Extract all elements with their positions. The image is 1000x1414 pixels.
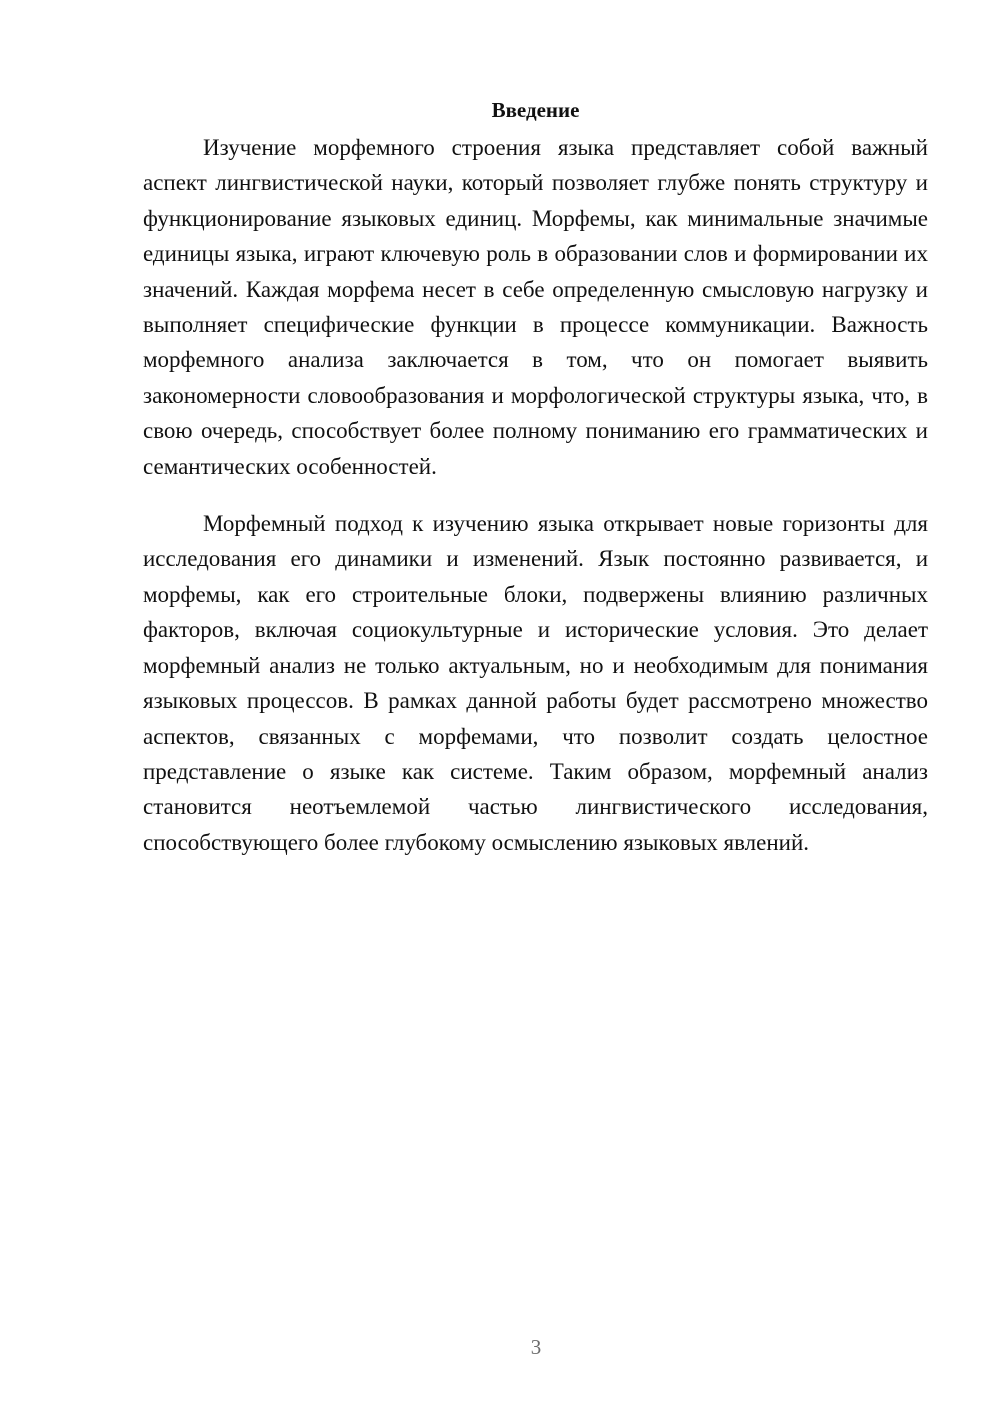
page-content bbox=[143, 94, 928, 860]
page-number: 3 bbox=[530, 1335, 542, 1359]
paragraph-1: Изучение морфемного строения языка представляет собой важный аспект лингвистической науки, который позволяет глубже понять структуру и функционирование языковых единиц. Морфемы, как минимальные значимые единицы языка, играют ключевую роль в образовании слов и формировании их значений. Каждая морфема несет в себе определенную смысловую нагрузку и выполняет специфические функции в процессе коммуникации. Важность морфемного анализа заключается в том, что он помогает выявить закономерности словообразования и морфологической структуры языка, что, в свою очередь, способствует более полному пониманию его грамматических и семантических особенностей. bbox=[143, 135, 928, 479]
paragraph-2: Морфемный подход к изучению языка открывает новые горизонты для исследования его динамики и изменений. Язык постоянно развивается, и морфемы, как его строительные блоки, подвержены влиянию различных факторов, включая социокультурные и исторические условия. Это делает морфемный анализ не только актуальным, но и необходимым для понимания языковых процессов. В рамках данной работы будет рассмотрено множество аспектов, связанных с морфемами, что позволит создать целостное представление о языке как системе. Таким образом, морфемный анализ становится неотъемлемой частью лингвистического исследования, способствующего более глубокому осмыслению языковых явлений. bbox=[143, 511, 928, 855]
section-heading: Введение bbox=[491, 98, 580, 122]
